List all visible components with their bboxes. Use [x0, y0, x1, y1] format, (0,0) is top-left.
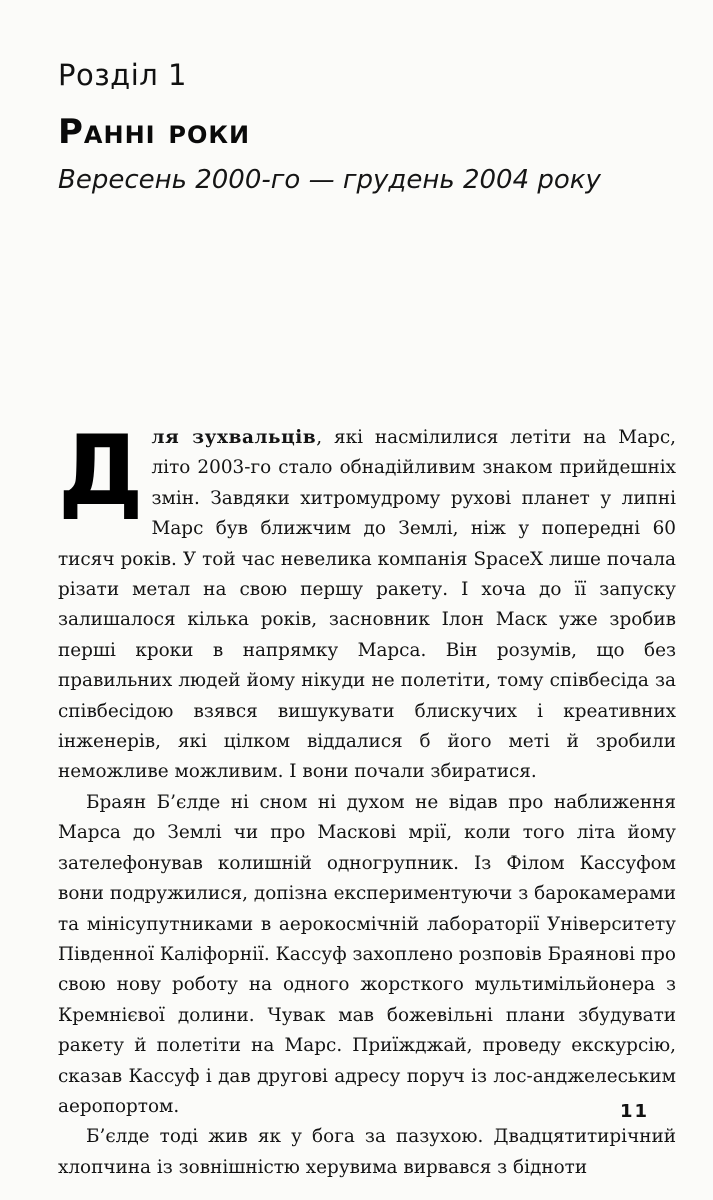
lead-in-bold: ля зухвальців	[151, 427, 317, 448]
chapter-label: Розділ 1	[58, 58, 187, 92]
chapter-dates: Вересень 2000-го — грудень 2004 року	[58, 165, 601, 195]
paragraph-2: Браян Б’єлде ні сном ні духом не відав про наближення Марса до Землі чи про Маскові мрії, коли того літа йому зателефонував колишній одногрупник. Із Філом Кассуфом вони подружилися, допізна експериментуючи з барокамерами та мінісупутниками в аерокосмічній лабораторії Університету Південної Каліфорнії. Кассуф захоплено розповів Браянові про свою нову роботу на одного жорсткого мультимільйонера з Кремнієвої долини. Чувак мав божевільні плани збудувати ракету й полетіти на Марс. Приїжджай, проведу екскурсію, сказав Кассуф і дав другові адресу поруч із лос-анджелеським аеропортом.	[58, 791, 676, 1117]
paragraph-1-text: , які насмілилися летіти на Марс, літо 2003-го стало обнадійливим знаком прийдешніх змін. Завдяки хитромудрому рухові планет у липні Марс був ближчим до Землі, ніж у попередні 60 тисяч років. У той час невелика компанія SpaceX лише почала різати метал на свою першу ракету. І хоча до її запуску залишалося кілька років, засновник Ілон Маск уже зробив перші кроки в напрямку Марса. Він розумів, що без правильних людей йому нікуди не полетіти, тому співбесіда за співбесідою взявся вишукувати блискучих і креативних інженерів, які цілком віддалися б його меті й зробили неможливе можливим. І вони почали збиратися.	[58, 427, 676, 783]
chapter-body	[58, 415, 676, 1183]
paragraph-3: Б’єлде тоді жив як у бога за пазухою. Двадцятитирічний хлопчина із зовнішністю херувима вирвався з бідноти	[58, 1126, 676, 1178]
page-number: 11	[620, 1101, 650, 1122]
chapter-title: Ранні роки	[58, 112, 251, 152]
paragraph-1	[58, 415, 676, 788]
drop-cap: Д	[58, 415, 144, 527]
